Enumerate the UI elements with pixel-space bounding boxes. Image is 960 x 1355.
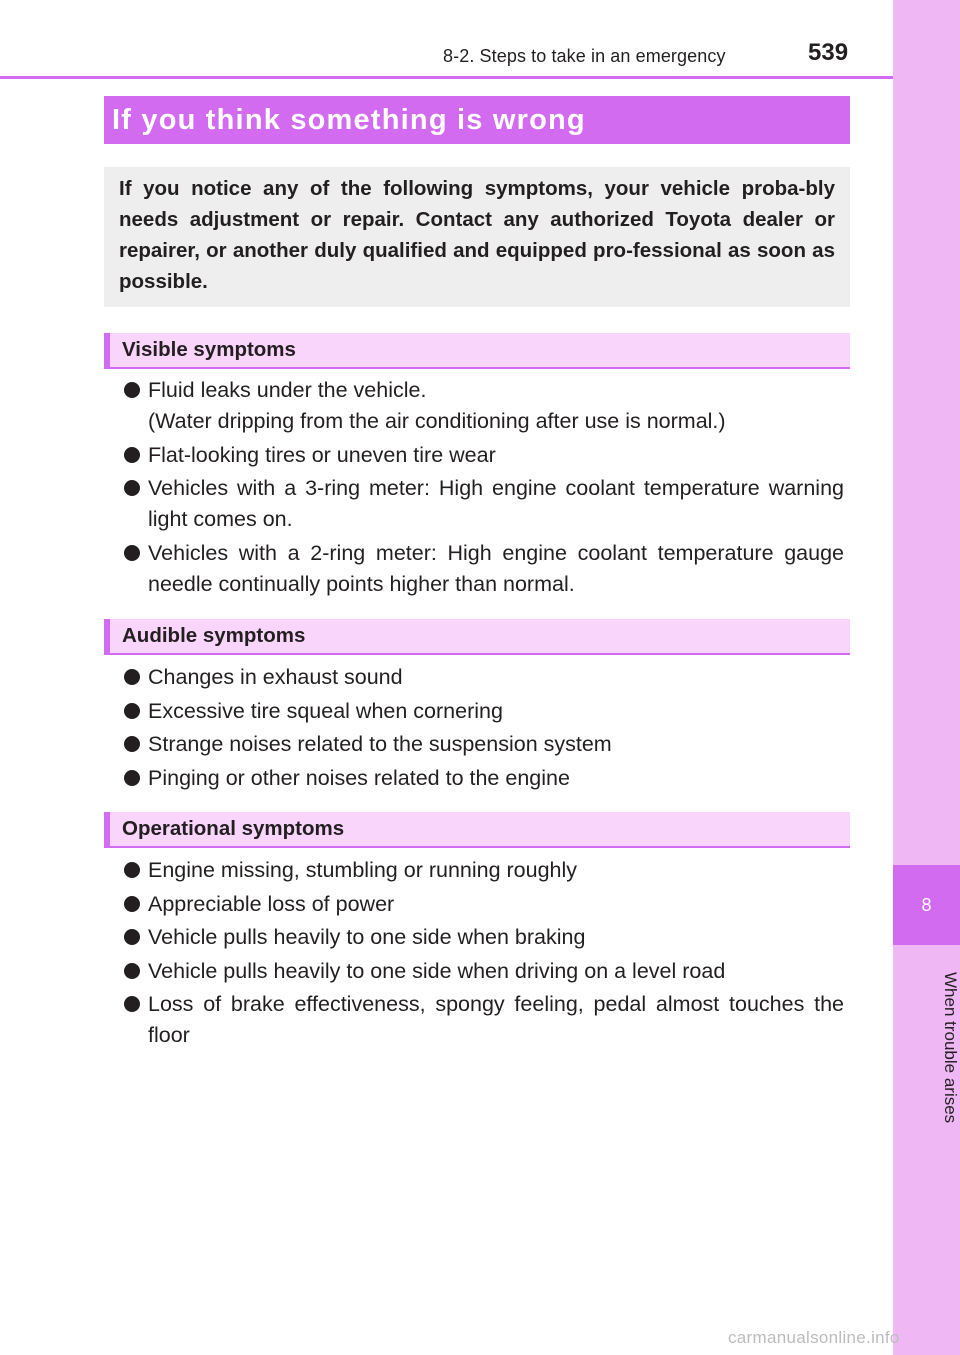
chapter-number: 8 (893, 865, 960, 945)
subheading-visible-symptoms: Visible symptoms (104, 333, 850, 369)
header-divider (0, 76, 893, 79)
list-item-text: Vehicles with a 2-ring meter: High engine coolant temperature gauge needle continually points higher than normal. (148, 540, 844, 596)
list-item-text: Flat-looking tires or uneven tire wear (148, 442, 496, 467)
intro-text: If you notice any of the following symptoms, your vehicle proba-bly needs adjustment or repair. Contact any authorized Toyota dealer or repairer, or another duly qualified and equipped pro-fessional as soon as possible. (119, 177, 835, 293)
bullet-icon (124, 770, 140, 786)
bullet-icon (124, 862, 140, 878)
list-item (124, 729, 844, 760)
list-item-text: Pinging or other noises related to the engine (148, 765, 570, 790)
bullet-icon (124, 447, 140, 463)
list-item (124, 538, 844, 600)
bullet-icon (124, 736, 140, 752)
list-item-text: Excessive tire squeal when cornering (148, 698, 503, 723)
list-item (124, 956, 844, 987)
bullet-icon (124, 929, 140, 945)
list-item (124, 763, 844, 794)
audible-symptoms-list (124, 662, 844, 796)
list-item (124, 989, 844, 1051)
list-item-text: Appreciable loss of power (148, 891, 395, 916)
bullet-icon (124, 996, 140, 1012)
visible-symptoms-list (124, 375, 844, 602)
list-item-text: Strange noises related to the suspension system (148, 732, 612, 756)
list-item (124, 889, 844, 920)
bullet-icon (124, 669, 140, 685)
page-title: If you think something is wrong (104, 96, 850, 144)
list-item (124, 922, 844, 953)
subheading-operational-symptoms: Operational symptoms (104, 812, 850, 848)
bullet-icon (124, 382, 140, 398)
watermark: carmanualsonline.info (728, 1328, 900, 1347)
bullet-icon (124, 963, 140, 979)
list-item (124, 855, 844, 886)
page-number: 539 (808, 39, 849, 66)
list-item-text: Loss of brake effectiveness, spongy feeling, pedal almost touches the floor (148, 992, 844, 1047)
list-item-text: Engine missing, stumbling or running roughly (148, 858, 578, 882)
list-item (124, 375, 844, 437)
list-item-text: Fluid leaks under the vehicle. (148, 378, 427, 402)
operational-symptoms-list (124, 855, 844, 1054)
list-item-text: Vehicle pulls heavily to one side when braking (148, 925, 586, 949)
list-item (124, 662, 844, 693)
list-item-text: Vehicle pulls heavily to one side when driving on a level road (148, 958, 726, 983)
bullet-icon (124, 896, 140, 912)
list-item-text: Changes in exhaust sound (148, 665, 403, 689)
subheading-audible-symptoms: Audible symptoms (104, 619, 850, 655)
bullet-icon (124, 480, 140, 496)
bullet-icon (124, 545, 140, 561)
list-item (124, 473, 844, 535)
intro-box (104, 167, 850, 307)
list-item (124, 696, 844, 727)
list-item (124, 440, 844, 471)
bullet-icon (124, 703, 140, 719)
section-header: 8-2. Steps to take in an emergency (443, 46, 726, 66)
chapter-side-tab (893, 0, 960, 1355)
chapter-title: When trouble arises (941, 972, 960, 1124)
list-item-note: (Water dripping from the air conditioning after use is normal.) (148, 409, 726, 433)
list-item-text: Vehicles with a 3-ring meter: High engine coolant temperature warning light comes on. (148, 476, 844, 531)
